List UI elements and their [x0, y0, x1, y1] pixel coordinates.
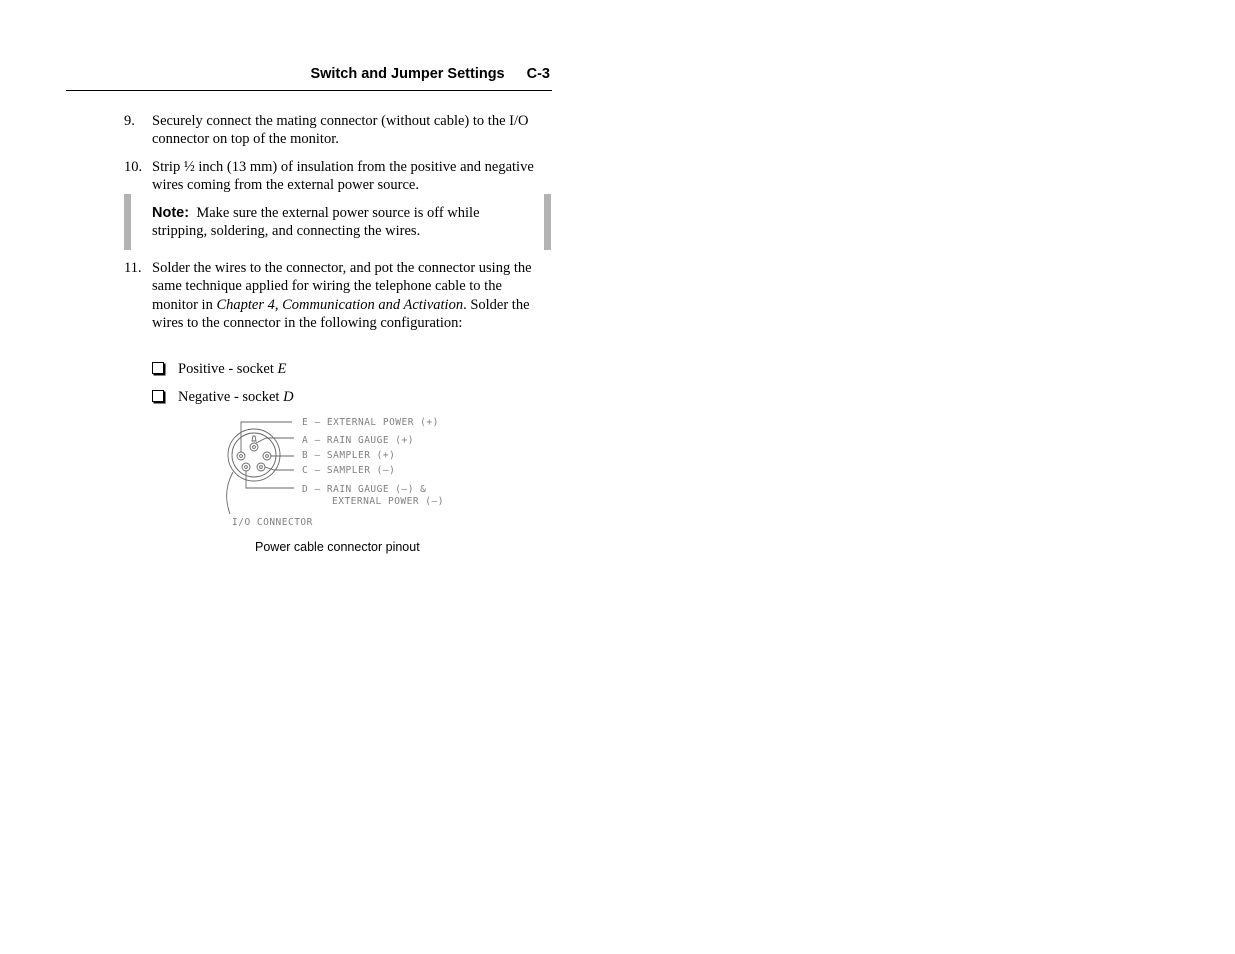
pin-b-icon: [263, 452, 271, 460]
leader-connector: [227, 472, 233, 514]
connector-inner-ring: [232, 433, 276, 477]
step-text: [152, 259, 544, 332]
bullet-text: Negative - socket: [178, 389, 284, 405]
bullet-positive: [152, 360, 286, 378]
page-header: [66, 62, 552, 91]
step-number: 10.: [124, 159, 143, 175]
step-text: Strip ½ inch (13 mm) of insulation from the positive and negative wires coming from the external power source.: [152, 159, 534, 194]
chapter-ref: Chapter 4: [216, 296, 275, 313]
connector-label: I/O CONNECTOR: [232, 517, 313, 528]
page-number: C-3: [526, 66, 550, 82]
pin-label-e: E — EXTERNAL POWER (+): [302, 417, 439, 428]
chapter-title-ref: Communication and Activation: [282, 296, 464, 313]
figure-caption: Power cable connector pinout: [255, 540, 420, 554]
pin-e-icon: [237, 452, 245, 460]
note-body: Make sure the external power source is off while stripping, soldering, and connecting the wires.: [152, 205, 480, 240]
header-title: Switch and Jumper Settings: [310, 66, 505, 82]
connector-pinout-diagram: [222, 414, 462, 532]
step-10: [124, 158, 544, 195]
checkbox-bullet-icon: [152, 390, 164, 402]
pin-a-icon: [250, 443, 258, 451]
leader-d: [246, 471, 294, 488]
note-label: Note:: [152, 205, 190, 221]
step-11: [124, 259, 544, 332]
key-notch: [252, 436, 256, 441]
pin-label-c: C — SAMPLER (—): [302, 465, 396, 476]
pin-labels: [232, 417, 444, 528]
socket-letter: E: [277, 361, 287, 377]
pin-label-a: A — RAIN GAUGE (+): [302, 435, 414, 446]
socket-letter: D: [283, 389, 294, 405]
checkbox-bullet-icon: [152, 362, 164, 374]
header-text: [310, 66, 550, 82]
step-number: 11.: [124, 260, 142, 276]
note-bar-left: [124, 194, 131, 250]
connector-drawing: [227, 422, 294, 514]
bullet-text: Positive - socket: [178, 361, 278, 377]
step-number: 9.: [124, 113, 135, 129]
note-text: [152, 204, 532, 241]
pin-d-icon: [242, 463, 250, 471]
bullet-negative: [152, 388, 294, 406]
leader-c: [265, 467, 294, 470]
note-bar-right: [544, 194, 551, 250]
pin-label-d-continued: EXTERNAL POWER (—): [332, 496, 444, 507]
leader-a: [256, 438, 294, 443]
step-9: [124, 112, 544, 149]
connector-outer-ring: [228, 429, 280, 481]
pin-c-icon: [257, 463, 265, 471]
chapter-comma: ,: [274, 296, 283, 313]
note-box: [124, 194, 551, 250]
pin-label-b: B — SAMPLER (+): [302, 450, 396, 461]
pin-label-d: D — RAIN GAUGE (—) &: [302, 484, 427, 495]
step-text-after: . Solder the wires to the connector in the following configuration:: [152, 296, 530, 331]
step-text: Securely connect the mating connector (without cable) to the I/O connector on top of the monitor.: [152, 113, 529, 148]
step-text-before: Solder the wires to the connector, and pot the connector using the same technique applied for wiring the telephone cable to the monitor in: [152, 260, 532, 313]
